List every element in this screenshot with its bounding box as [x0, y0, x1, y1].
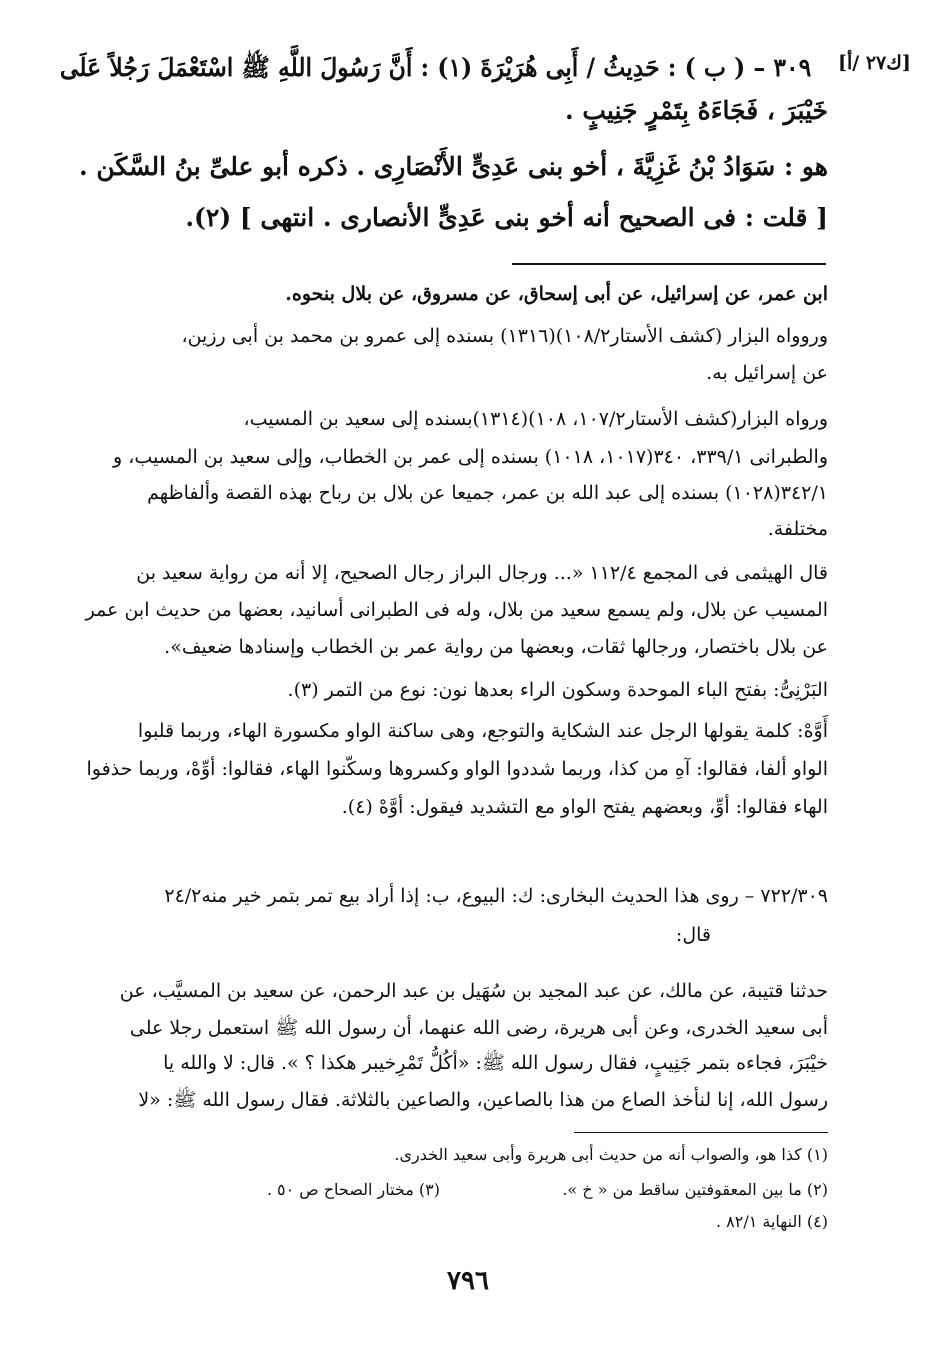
commentary-p1-line-1: ابن عمر، عن إسرائيل، عن أبى إسحاق، عن مسروق، عن بلال بنحوه. [285, 283, 828, 305]
commentary-p3-line-3: ٣٤٢/١(١٠٢٨) بسنده إلى عبد الله بن عمر، جميعا عن بلال بن رباح بهذه القصة وألفاظهم [147, 482, 828, 504]
commentary-p6-line-2: الواو ألفا، فقالوا: آهِ من كذا، وربما شددوا الواو وكسروها وسكّنوا الهاء، فقالوا: أوِّهْ، وربما حذفوا [86, 758, 828, 780]
main-hadith-line-4: [ قلت : فى الصحيح أنه أخو بنى عَدِىٍّ الأنصارى . انتهى ] (٢). [185, 203, 828, 232]
commentary-p6-line-1: أَوَّهْ: كلمة يقولها الرجل عند الشكاية والتوجع، وهى ساكنة الواو مكسورة الهاء، وربما قلبوا [137, 720, 828, 742]
commentary-p4-line-2: المسيب عن بلال، ولم يسمع سعيد من بلال، وله فى الطبرانى أسانيد، بعضها من حديث ابن عمر [85, 599, 828, 621]
main-hadith-line-1: ٣٠٩ – ( ب ) : حَدِيثُ / أَبِى هُرَيْرَةَ (١) : أَنَّ رَسُولَ اللَّهِ ﷺ اسْتَعْمَلَ رَجُلاً عَلَى [59, 53, 811, 82]
commentary-p6-line-3: الهاء فقالوا: أوِّ، وبعضهم يفتح الواو مع التشديد فيقول: أوَّهْ (٤). [341, 796, 828, 818]
main-hadith-line-3: هو : سَوَادُ بْنُ غَزِيَّةَ ، أخو بنى عَدِىٍّ الأَنْصَارِى . ذكره أبو علىِّ بنُ السَّكَن . [78, 152, 828, 181]
bukhari-text-line-3: خيْبَرَ، فجاءه بتمر جَنِيبٍ، فقال رسول الله ﷺ: «أكُلُّ تَمْرِخيبر هكذا ؟ ». قال: لا والله يا [163, 1052, 828, 1074]
commentary-p4-line-3: عن بلال باختصار، ورجالها ثقات، وبعضها من رواية عمر بن الخطاب وإسنادها ضعيف». [164, 636, 828, 658]
commentary-p2-line-1: وروواه البزار (كشف الأستار١٠٨/٢)(١٣١٦) بسنده إلى عمرو بن محمد بن أبى رزين، [181, 325, 828, 347]
section-rule [512, 263, 826, 265]
bukhari-heading-line-2: قال: [675, 924, 711, 946]
footnote-4: (٤) النهاية ٨٢/١ . [715, 1212, 828, 1231]
commentary-p3-line-2: والطبرانى ٣٣٩/١، ٣٤٠(١٠١٧، ١٠١٨) بسنده إلى عمر بن الخطاب، وإلى سعيد بن المسيب، و [113, 446, 828, 468]
bukhari-text-line-2: أبى سعيد الخدرى، وعن أبى هريرة، رضى الله عنهما، أن رسول الله ﷺ استعمل رجلا على [129, 1017, 828, 1039]
main-hadith-line-2: خَيْبَرَ ، فَجَاءَهُ بِتَمْرٍ جَنِيبٍ . [564, 96, 828, 125]
bukhari-heading-line-1: ٧٢٢/٣٠٩ – روى هذا الحديث البخارى: ك: البيوع، ب: إذا أراد بيع تمر بتمر خير منه٢٤/٢ [164, 885, 828, 907]
commentary-p5-line-1: البَرْنِىُّ: بفتح الباء الموحدة وسكون الراء بعدها نون: نوع من التمر (٣). [287, 679, 828, 701]
footnote-3: (٣) مختار الصحاح ص ٥٠ . [266, 1180, 440, 1199]
bukhari-text-line-4: رسول الله، إنا لنأخذ الصاع من هذا بالصاعين، والصاعين بالثلاثة. فقال رسول الله ﷺ: «لا [138, 1089, 828, 1111]
commentary-p3-line-4: مختلفة. [767, 518, 828, 540]
commentary-p4-line-1: قال الهيثمى فى المجمع ١١٢/٤ «... ورجال البراز رجال الصحيح، إلا أنه من رواية سعيد بن [136, 562, 828, 584]
commentary-p3-line-1: ورواه البزار(كشف الأستار١٠٧/٢، ١٠٨)(١٣١٤)بسنده إلى سعيد بن المسيب، [243, 408, 828, 430]
footnote-rule [574, 1132, 828, 1133]
manuscript-folio-ref: [ك٢٧ /أ] [838, 52, 911, 74]
page-number: ٧٩٦ [447, 1266, 489, 1296]
footnote-1: (١) كذا هو، والصواب أنه من حديث أبى هريرة وأبى سعيد الخدرى. [394, 1145, 828, 1164]
footnote-2: (٢) ما بين المعقوفتين ساقط من « خ ». [562, 1180, 828, 1199]
bukhari-text-line-1: حدثنا قتيبة، عن مالك، عن عبد المجيد بن سُهَيل بن عبد الرحمن، عن سعيد بن المسيَّب، عن [119, 980, 828, 1002]
commentary-p2-line-2: عن إسرائيل به. [706, 362, 828, 384]
